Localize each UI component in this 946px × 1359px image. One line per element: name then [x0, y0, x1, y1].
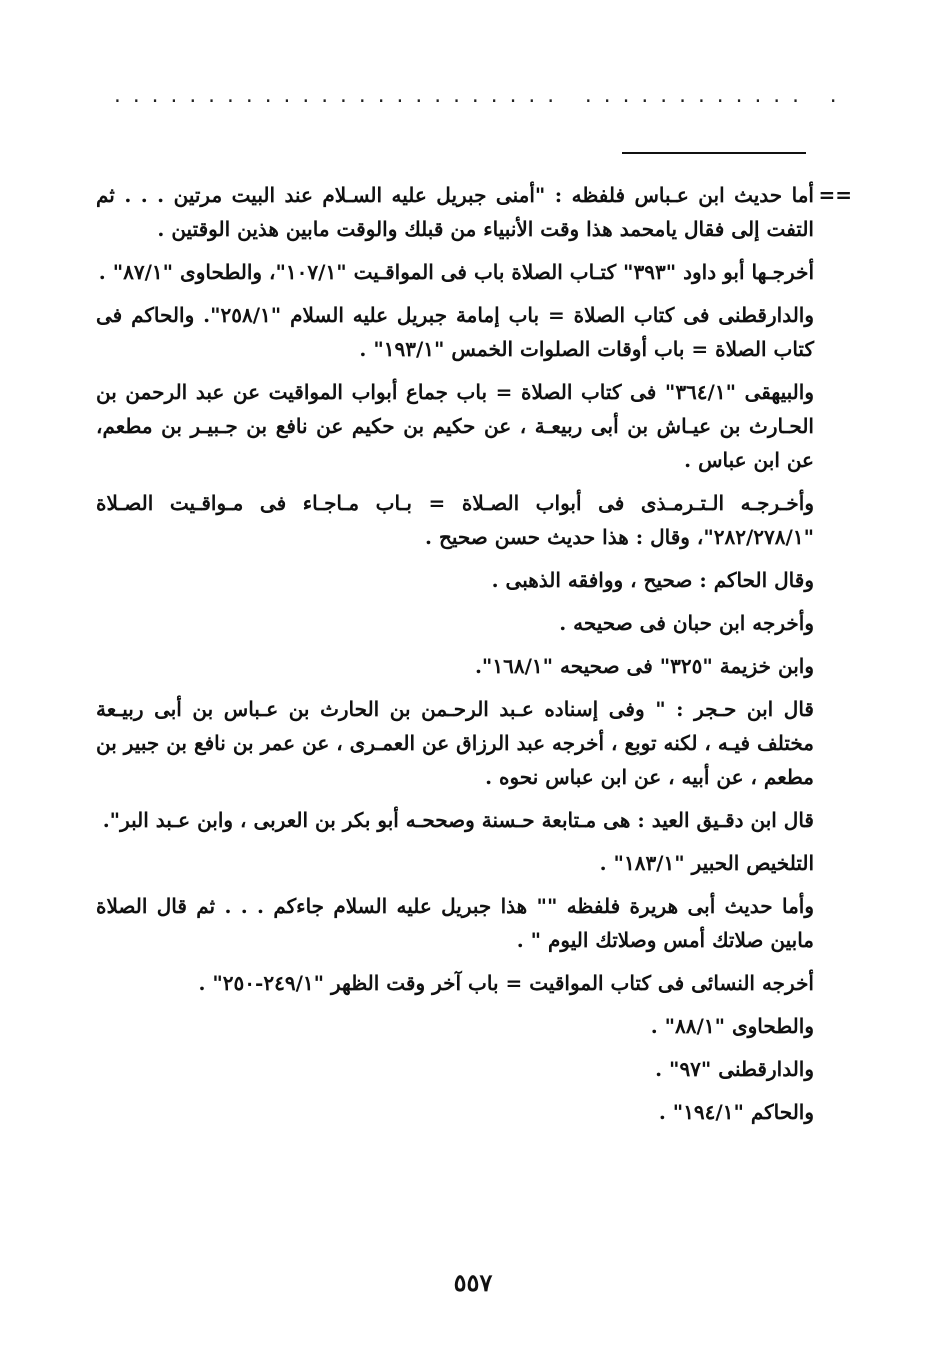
- header-dot-leader: ........................ ............ .: [112, 86, 847, 107]
- footnote-paragraph: والبيهقى "٣٦٤/١" فى كتاب الصلاة = باب جماع أبواب المواقيت عن عبد الرحمن بن الحـارث بن عيـاش بن أبى ربيعـة ، عن حكيم بن حكيم عن نافع بن جـبيـر بن مطعم، عن ابن عباس .: [96, 380, 814, 472]
- footnote-paragraph: والدارقطنى فى كتاب الصلاة = باب إمامة جبريل عليه السلام "٢٥٨/١". والحاكم فى كتاب الصلاة = باب أوقات الصلوات الخمس "١٩٣/١" .: [96, 303, 815, 361]
- footnote-paragraph: أخرجـها أبو داود "٣٩٣" كتـاب الصلاة باب فى المواقـيت "١٠٧/١"، والطحاوى "٨٧/١" .: [98, 260, 814, 284]
- footnote-separator-rule: [622, 152, 806, 154]
- footnote-paragraph: والحاكم "١٩٤/١" .: [658, 1100, 814, 1124]
- footnote-paragraph: وأخرجه ابن حبان فى صحيحه .: [559, 611, 814, 635]
- paragraph-text: أما حديث ابن عـباس فلفظه : "أمنى جبريل عليه السـلام عند البيت مرتين . . . ثم التفت إلى فقال يامحمد هذا وقت الأنبياء من قبلك والوقت مابين هذين الوقتين .: [96, 183, 814, 241]
- continuation-marker: ==: [818, 183, 852, 207]
- footnote-paragraph: وقال الحاكم : صحيح ، ووافقه الذهبى .: [491, 568, 814, 592]
- footnote-paragraph: والدارقطنى "٩٧" .: [655, 1057, 814, 1081]
- footnote-text: [96, 178, 852, 1138]
- footnote-paragraph: وابن خزيمة "٣٢٥" فى صحيحه "١٦٨/١".: [474, 654, 814, 678]
- page-number: ٥٥٧: [453, 1268, 493, 1297]
- footnote-paragraph: وأما حديث أبى هريرة فلفظه "" هذا جبريل عليه السلام جاءكم . . . ثم قال الصلاة مابين صلاتك أمس وصلاتك اليوم " .: [96, 894, 814, 952]
- footnote-paragraph: أخرجه النسائى فى كتاب المواقيت = باب آخر وقت الظهر "٢٤٩/١-٢٥٠" .: [198, 971, 814, 995]
- footnote-paragraph: والطحاوى "٨٨/١" .: [650, 1014, 814, 1038]
- footnote-paragraph: وأخـرجـه الـتـرمـذى فى أبواب الصـلاة = بـاب مـاجـاء فى مـواقـيت الصـلاة "٢٨٢/٢٧٨/١"، وقال : هذا حديث حسن صحيح .: [96, 491, 814, 549]
- footnote-paragraph: قال ابن حـجر : " وفى إسناده عـبد الرحـمن بن الحارث بن عـباس بن أبى ربيـعة مختلف فيـه ، لكنه توبع ، أخرجه عبد الرزاق عن العمـرى ، عن عمر بن نافع بن جبير بن مطعم ، عن أبيه ، عن ابن عباس نحوه .: [96, 697, 814, 789]
- footnote-paragraph: [96, 178, 852, 246]
- footnote-paragraph: قال ابن دقـيق العيد : هى مـتابعة حـسنة وصححـه أبو بكر بن العربى ، وابن عـبد البر".: [102, 808, 814, 832]
- footnote-paragraph: التلخيص الحبير "١٨٣/١" .: [599, 851, 814, 875]
